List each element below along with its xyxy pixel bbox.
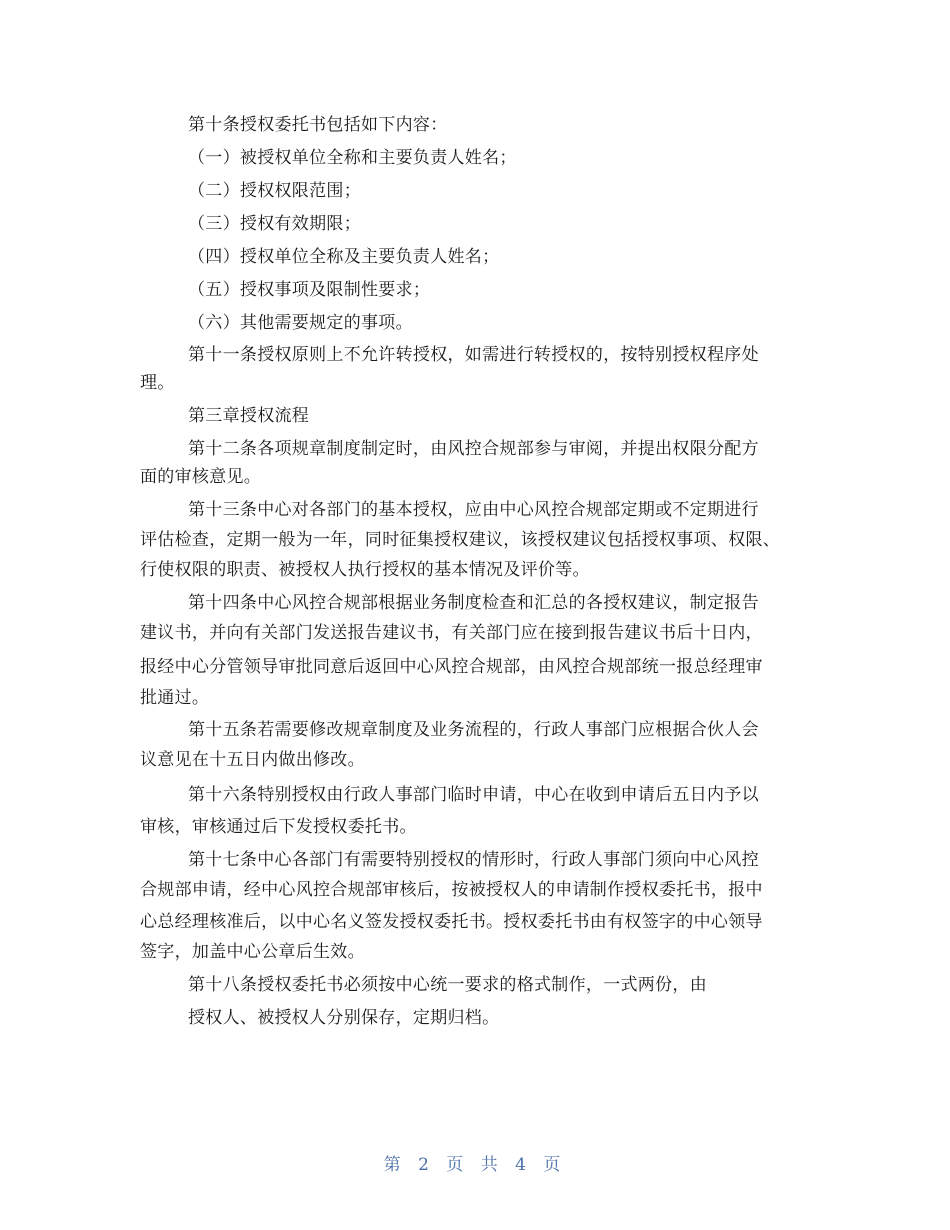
article-13-line-1: 第十三条中心对各部门的基本授权，应由中心风控合规部定期或不定期进行 (188, 500, 759, 520)
article-11-line-1: 第十一条授权原则上不允许转授权，如需进行转授权的，按特别授权程序处 (188, 345, 759, 365)
article-10-item-4: （四）授权单位全称及主要负责人姓名； (188, 247, 500, 267)
article-13-line-2: 评估检查，定期一般为一年，同时征集授权建议，该授权建议包括授权事项、权限、 (140, 530, 781, 550)
article-16-line-1: 第十六条特别授权由行政人事部门临时申请，中心在收到申请后五日内予以 (188, 785, 759, 805)
article-10-item-3: （三）授权有效期限； (188, 214, 361, 234)
article-14-line-2: 建议书，并向有关部门发送报告建议书，有关部门应在接到报告建议书后十日内， (140, 623, 763, 643)
article-17-line-3: 心总经理核准后，以中心名义签发授权委托书。授权委托书由有权签字的中心领导 (140, 912, 763, 932)
article-17-line-4: 签字，加盖中心公章后生效。 (140, 942, 365, 962)
article-18-line-2: 授权人、被授权人分别保存，定期归档。 (188, 1008, 500, 1028)
article-16-line-2: 审核，审核通过后下发授权委托书。 (140, 817, 417, 837)
article-14-line-4: 批通过。 (140, 688, 210, 708)
article-10-item-5: （五）授权事项及限制性要求； (188, 280, 431, 300)
article-10-item-6: （六）其他需要规定的事项。 (188, 313, 413, 333)
article-15-line-1: 第十五条若需要修改规章制度及业务流程的，行政人事部门应根据合伙人会 (188, 720, 759, 740)
article-17-line-2: 合规部申请，经中心风控合规部审核后，按被授权人的申请制作授权委托书，报中 (140, 880, 763, 900)
article-15-line-2: 议意见在十五日内做出修改。 (140, 750, 365, 770)
article-12-line-2: 面的审核意见。 (140, 467, 262, 487)
article-10-item-1: （一）被授权单位全称和主要负责人姓名； (188, 148, 517, 168)
article-10-heading: 第十条授权委托书包括如下内容： (188, 115, 448, 135)
page-number-footer: 第 2 页 共 4 页 (383, 1155, 567, 1175)
chapter-3-heading: 第三章授权流程 (188, 406, 310, 426)
article-14-line-1: 第十四条中心风控合规部根据业务制度检查和汇总的各授权建议，制定报告 (188, 593, 759, 613)
article-12-line-1: 第十二条各项规章制度制定时，由风控合规部参与审阅，并提出权限分配方 (188, 439, 759, 459)
article-14-line-3: 报经中心分管领导审批同意后返回中心风控合规部，由风控合规部统一报总经理审 (140, 657, 763, 677)
article-18-line-1: 第十八条授权委托书必须按中心统一要求的格式制作，一式两份，由 (188, 975, 707, 995)
article-11-line-2: 理。 (140, 373, 175, 393)
article-10-item-2: （二）授权权限范围； (188, 181, 361, 201)
article-13-line-3: 行使权限的职责、被授权人执行授权的基本情况及评价等。 (140, 560, 590, 580)
article-17-line-1: 第十七条中心各部门有需要特别授权的情形时，行政人事部门须向中心风控 (188, 850, 759, 870)
